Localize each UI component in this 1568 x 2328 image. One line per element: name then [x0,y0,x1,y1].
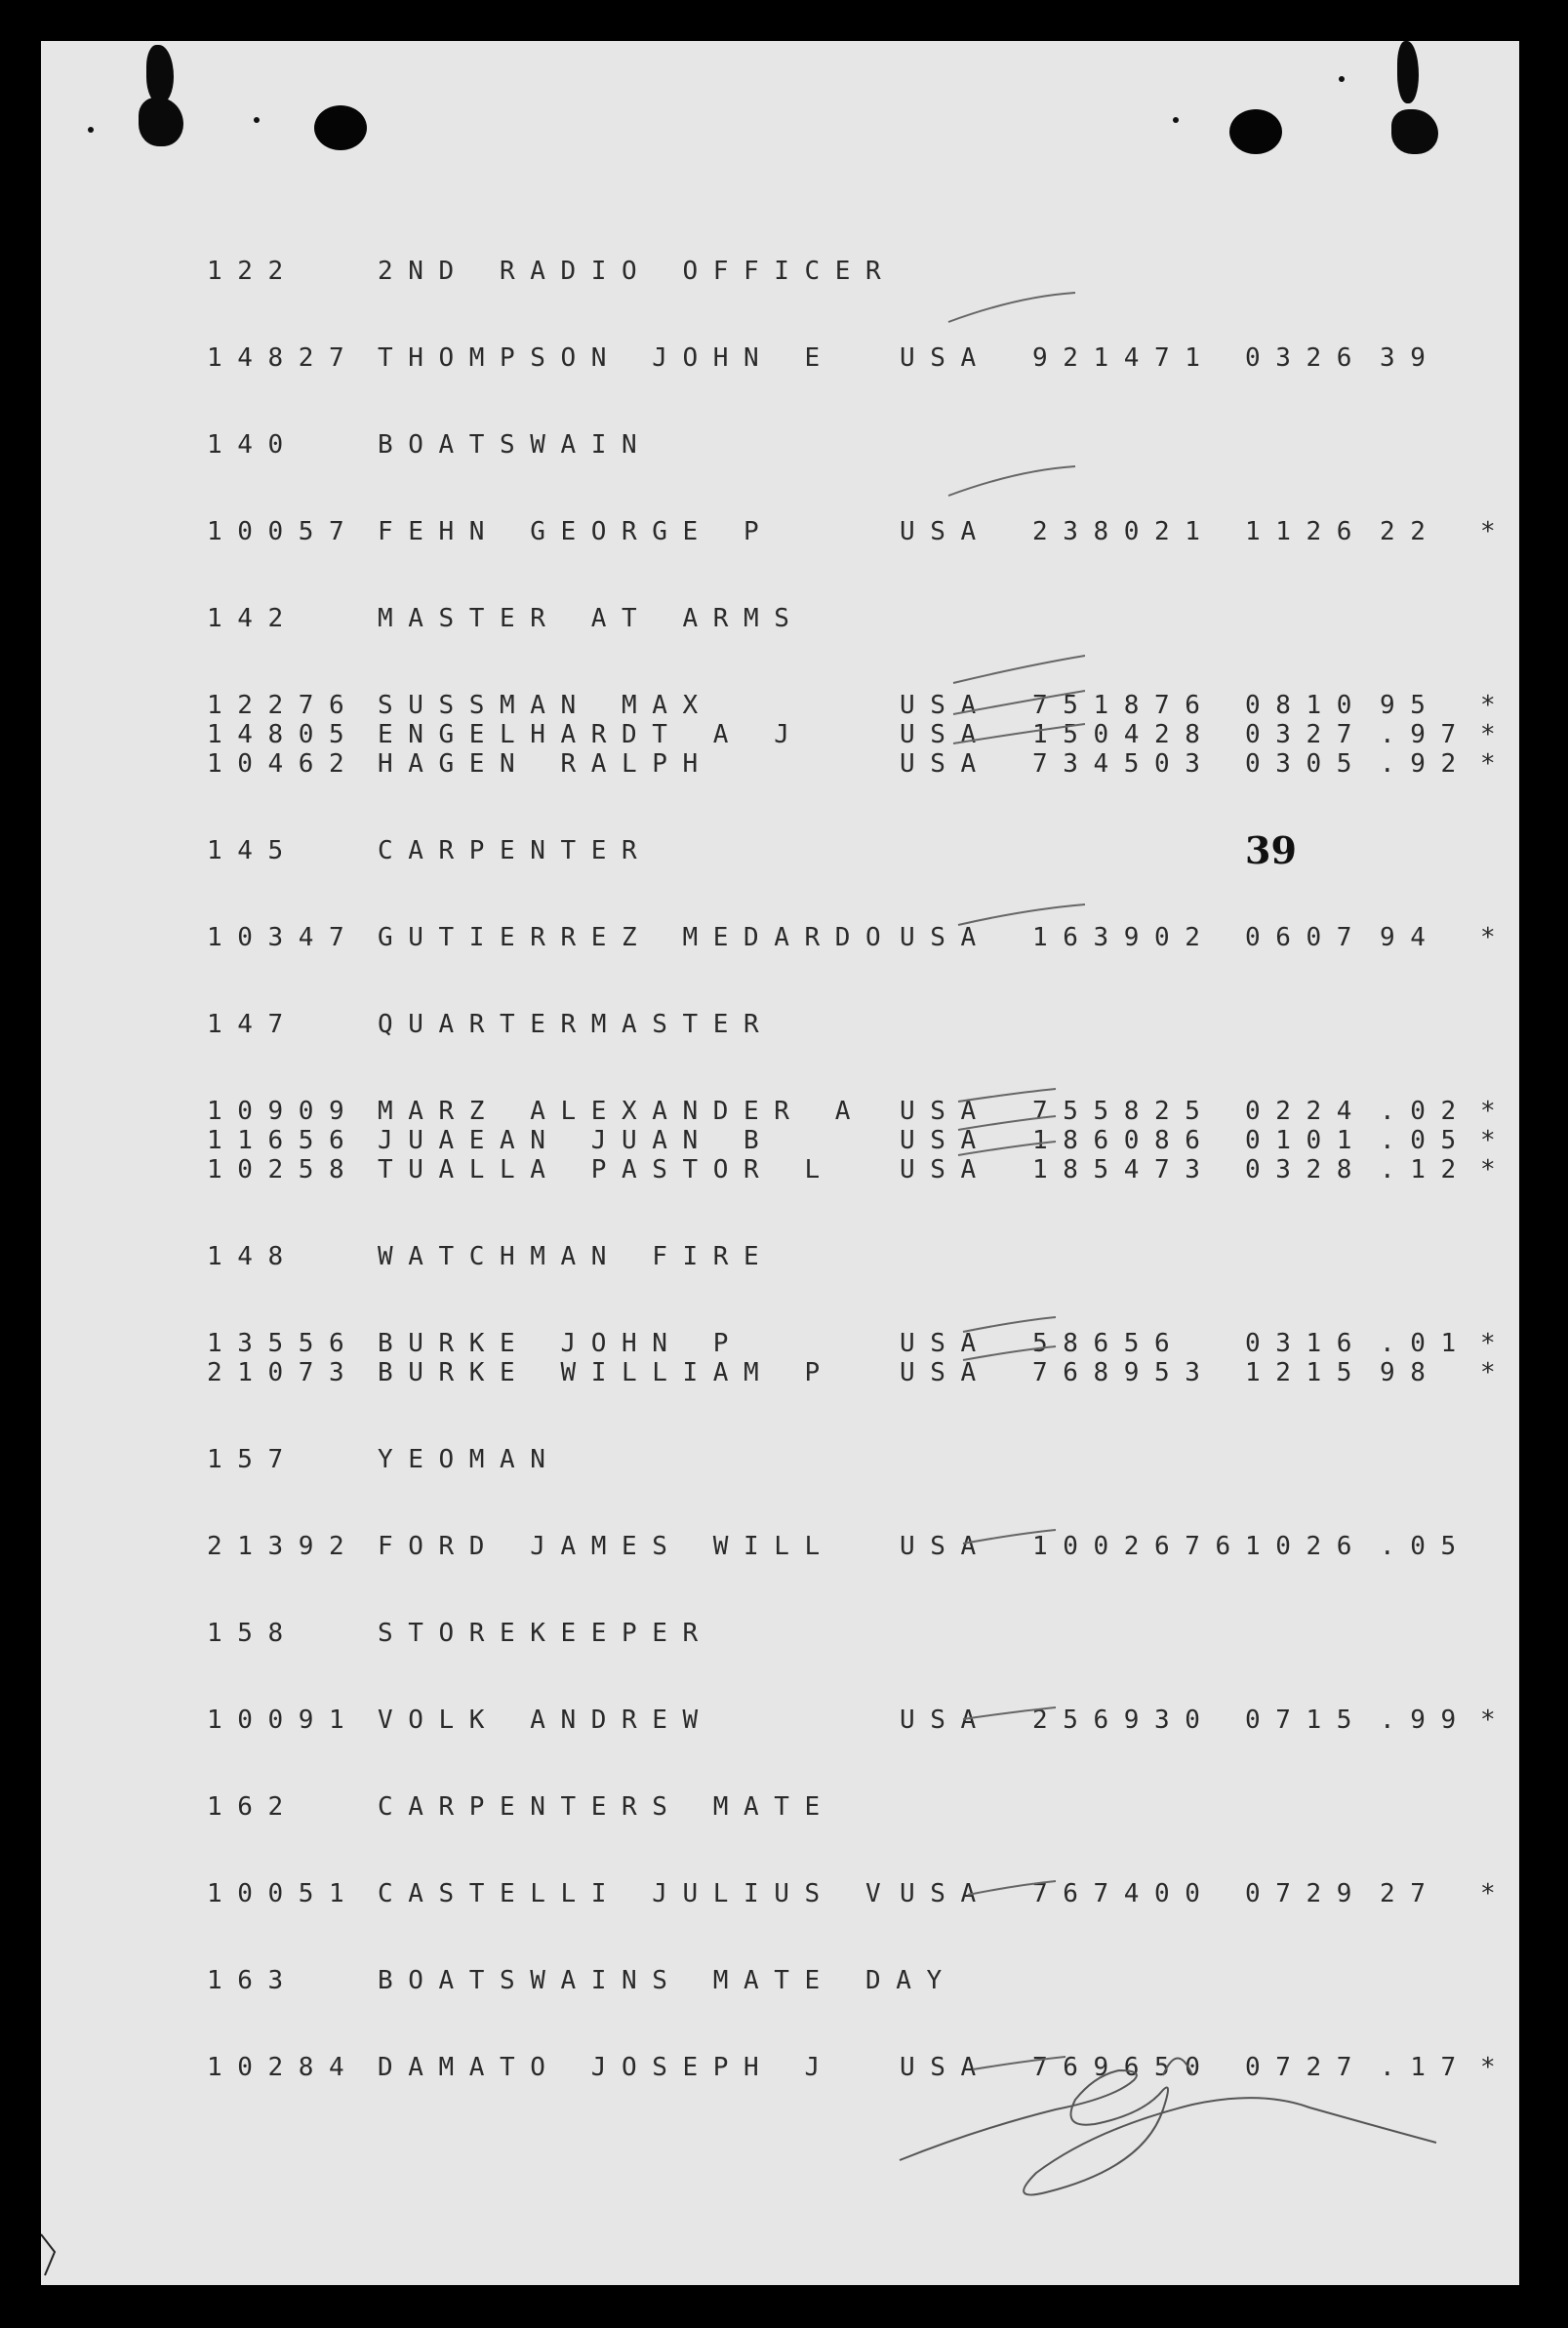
date-code: 0327 [1245,720,1368,749]
section-code: 147 [207,1010,299,1039]
pen-tick [973,2057,1065,2069]
certificate-number: 163902 [1032,923,1216,952]
crew-name: TUALLA PASTOR L [378,1155,835,1184]
asterisk-mark: * [1480,1329,1511,1358]
crew-id: 13556 [207,1329,360,1358]
citizenship: USA [900,720,991,749]
page-number-stamp: 39 [1245,828,1297,872]
crew-id: 10347 [207,923,360,952]
handwriting-layer [41,41,1519,2285]
asterisk-mark: * [1480,1879,1511,1908]
year-code: .92 [1380,749,1471,779]
year-code: .97 [1380,720,1471,749]
asterisk-mark: * [1480,517,1511,546]
date-code: 0328 [1245,1155,1368,1184]
crew-id: 10284 [207,2053,360,2082]
crew-id: 10051 [207,1879,360,1908]
crew-id: 14827 [207,343,360,373]
certificate-number: 755825 [1032,1097,1216,1126]
section-code: 122 [207,257,299,286]
crew-id: 21392 [207,1532,360,1561]
crew-name: MARZ ALEXANDER A [378,1097,866,1126]
date-code: 1026 [1245,1532,1368,1561]
crew-name: FORD JAMES WILL [378,1532,835,1561]
citizenship: USA [900,2053,991,2082]
date-code: 0727 [1245,2053,1368,2082]
year-code: 98 [1380,1358,1441,1387]
pen-tick [953,691,1085,714]
asterisk-mark: * [1480,1155,1511,1184]
pen-tick [963,1346,1056,1360]
date-code: 0305 [1245,749,1368,779]
crew-id: 21073 [207,1358,360,1387]
citizenship: USA [900,1126,991,1155]
asterisk-mark: * [1480,1097,1511,1126]
section-title: MASTER AT ARMS [378,604,805,633]
date-code: 0101 [1245,1126,1368,1155]
date-code: 0810 [1245,691,1368,720]
citizenship: USA [900,923,991,952]
crew-name: DAMATO JOSEPH J [378,2053,835,2082]
pen-tick [953,656,1085,683]
crew-name: VOLK ANDREW [378,1706,713,1735]
certificate-number: 238021 [1032,517,1216,546]
crew-name: THOMPSON JOHN E [378,343,835,373]
section-title: WATCHMAN FIRE [378,1242,775,1271]
crew-id: 10462 [207,749,360,779]
date-code: 0326 [1245,343,1368,373]
crew-name: ENGELHARDT A J [378,720,805,749]
crew-id: 12276 [207,691,360,720]
paper-corner-fold [41,2234,55,2275]
section-code: 157 [207,1445,299,1474]
date-code: 0316 [1245,1329,1368,1358]
certificate-number: 751876 [1032,691,1216,720]
year-code: .01 [1380,1329,1471,1358]
date-code: 0715 [1245,1706,1368,1735]
section-title: STOREKEEPER [378,1619,713,1648]
certificate-number: 921471 [1032,343,1216,373]
section-code: 148 [207,1242,299,1271]
citizenship: USA [900,1706,991,1735]
crew-name: GUTIERREZ MEDARDO [378,923,897,952]
date-code: 0224 [1245,1097,1368,1126]
certificate-number: 185473 [1032,1155,1216,1184]
crew-id: 14805 [207,720,360,749]
section-title: YEOMAN [378,1445,561,1474]
section-title: CARPENTERS MATE [378,1792,835,1822]
date-code: 0607 [1245,923,1368,952]
certificate-number: 768953 [1032,1358,1216,1387]
citizenship: USA [900,517,991,546]
certificate-number: 734503 [1032,749,1216,779]
pen-ticks [948,293,1085,2069]
crew-id: 10091 [207,1706,360,1735]
asterisk-mark: * [1480,749,1511,779]
asterisk-mark: * [1480,923,1511,952]
year-code: .05 [1380,1126,1471,1155]
pen-tick [958,1089,1056,1102]
date-code: 1215 [1245,1358,1368,1387]
citizenship: USA [900,1097,991,1126]
year-code: 94 [1380,923,1441,952]
certificate-number: 150428 [1032,720,1216,749]
certificate-number: 767400 [1032,1879,1216,1908]
citizenship: USA [900,1358,991,1387]
year-code: 27 [1380,1879,1441,1908]
citizenship: USA [900,1879,991,1908]
citizenship: USA [900,1329,991,1358]
year-code: 39 [1380,343,1441,373]
crew-name: BURKE WILLIAM P [378,1358,835,1387]
section-title: 2ND RADIO OFFICER [378,257,897,286]
certificate-number: 769650 [1032,2053,1216,2082]
pen-tick [963,1707,1056,1719]
crew-name: BURKE JOHN P [378,1329,744,1358]
section-code: 163 [207,1966,299,1995]
pen-tick [958,1142,1056,1155]
section-code: 142 [207,604,299,633]
citizenship: USA [900,691,991,720]
certificate-number: 58656 [1032,1329,1186,1358]
crew-name: FEHN GEORGE P [378,517,775,546]
pen-tick [963,1317,1056,1332]
asterisk-mark: * [1480,720,1511,749]
asterisk-mark: * [1480,1706,1511,1735]
year-code: .12 [1380,1155,1471,1184]
citizenship: USA [900,1155,991,1184]
citizenship: USA [900,749,991,779]
crew-id: 10909 [207,1097,360,1126]
section-title: BOATSWAINS MATE DAY [378,1966,957,1995]
year-code: .05 [1380,1532,1471,1561]
asterisk-mark: * [1480,1126,1511,1155]
pen-tick [958,904,1085,925]
section-title: BOATSWAIN [378,430,653,460]
crew-id: 11656 [207,1126,360,1155]
year-code: 95 [1380,691,1441,720]
pen-tick [948,293,1075,322]
crew-name: SUSSMAN MAX [378,691,713,720]
date-code: 0729 [1245,1879,1368,1908]
date-code: 1126 [1245,517,1368,546]
section-title: QUARTERMASTER [378,1010,775,1039]
year-code: 22 [1380,517,1441,546]
certificate-number: 256930 [1032,1706,1216,1735]
document-page [41,41,1519,2285]
crew-name: CASTELLI JULIUS V [378,1879,897,1908]
certificate-number: 186086 [1032,1126,1216,1155]
certificate-number: 1002676 [1032,1532,1246,1561]
section-code: 140 [207,430,299,460]
section-code: 145 [207,836,299,865]
year-code: .02 [1380,1097,1471,1126]
crew-name: HAGEN RALPH [378,749,713,779]
pen-tick [968,1881,1056,1895]
pen-tick [948,466,1075,496]
pen-tick [963,1530,1056,1544]
year-code: .17 [1380,2053,1471,2082]
citizenship: USA [900,1532,991,1561]
section-code: 162 [207,1792,299,1822]
pen-tick [953,724,1085,743]
crew-name: JUAEAN JUAN B [378,1126,775,1155]
crew-id: 10057 [207,517,360,546]
section-title: CARPENTER [378,836,653,865]
year-code: .99 [1380,1706,1471,1735]
section-code: 158 [207,1619,299,1648]
asterisk-mark: * [1480,2053,1511,2082]
signature [900,2059,1436,2195]
asterisk-mark: * [1480,1358,1511,1387]
crew-id: 10258 [207,1155,360,1184]
asterisk-mark: * [1480,691,1511,720]
citizenship: USA [900,343,991,373]
pen-tick [958,1116,1056,1130]
